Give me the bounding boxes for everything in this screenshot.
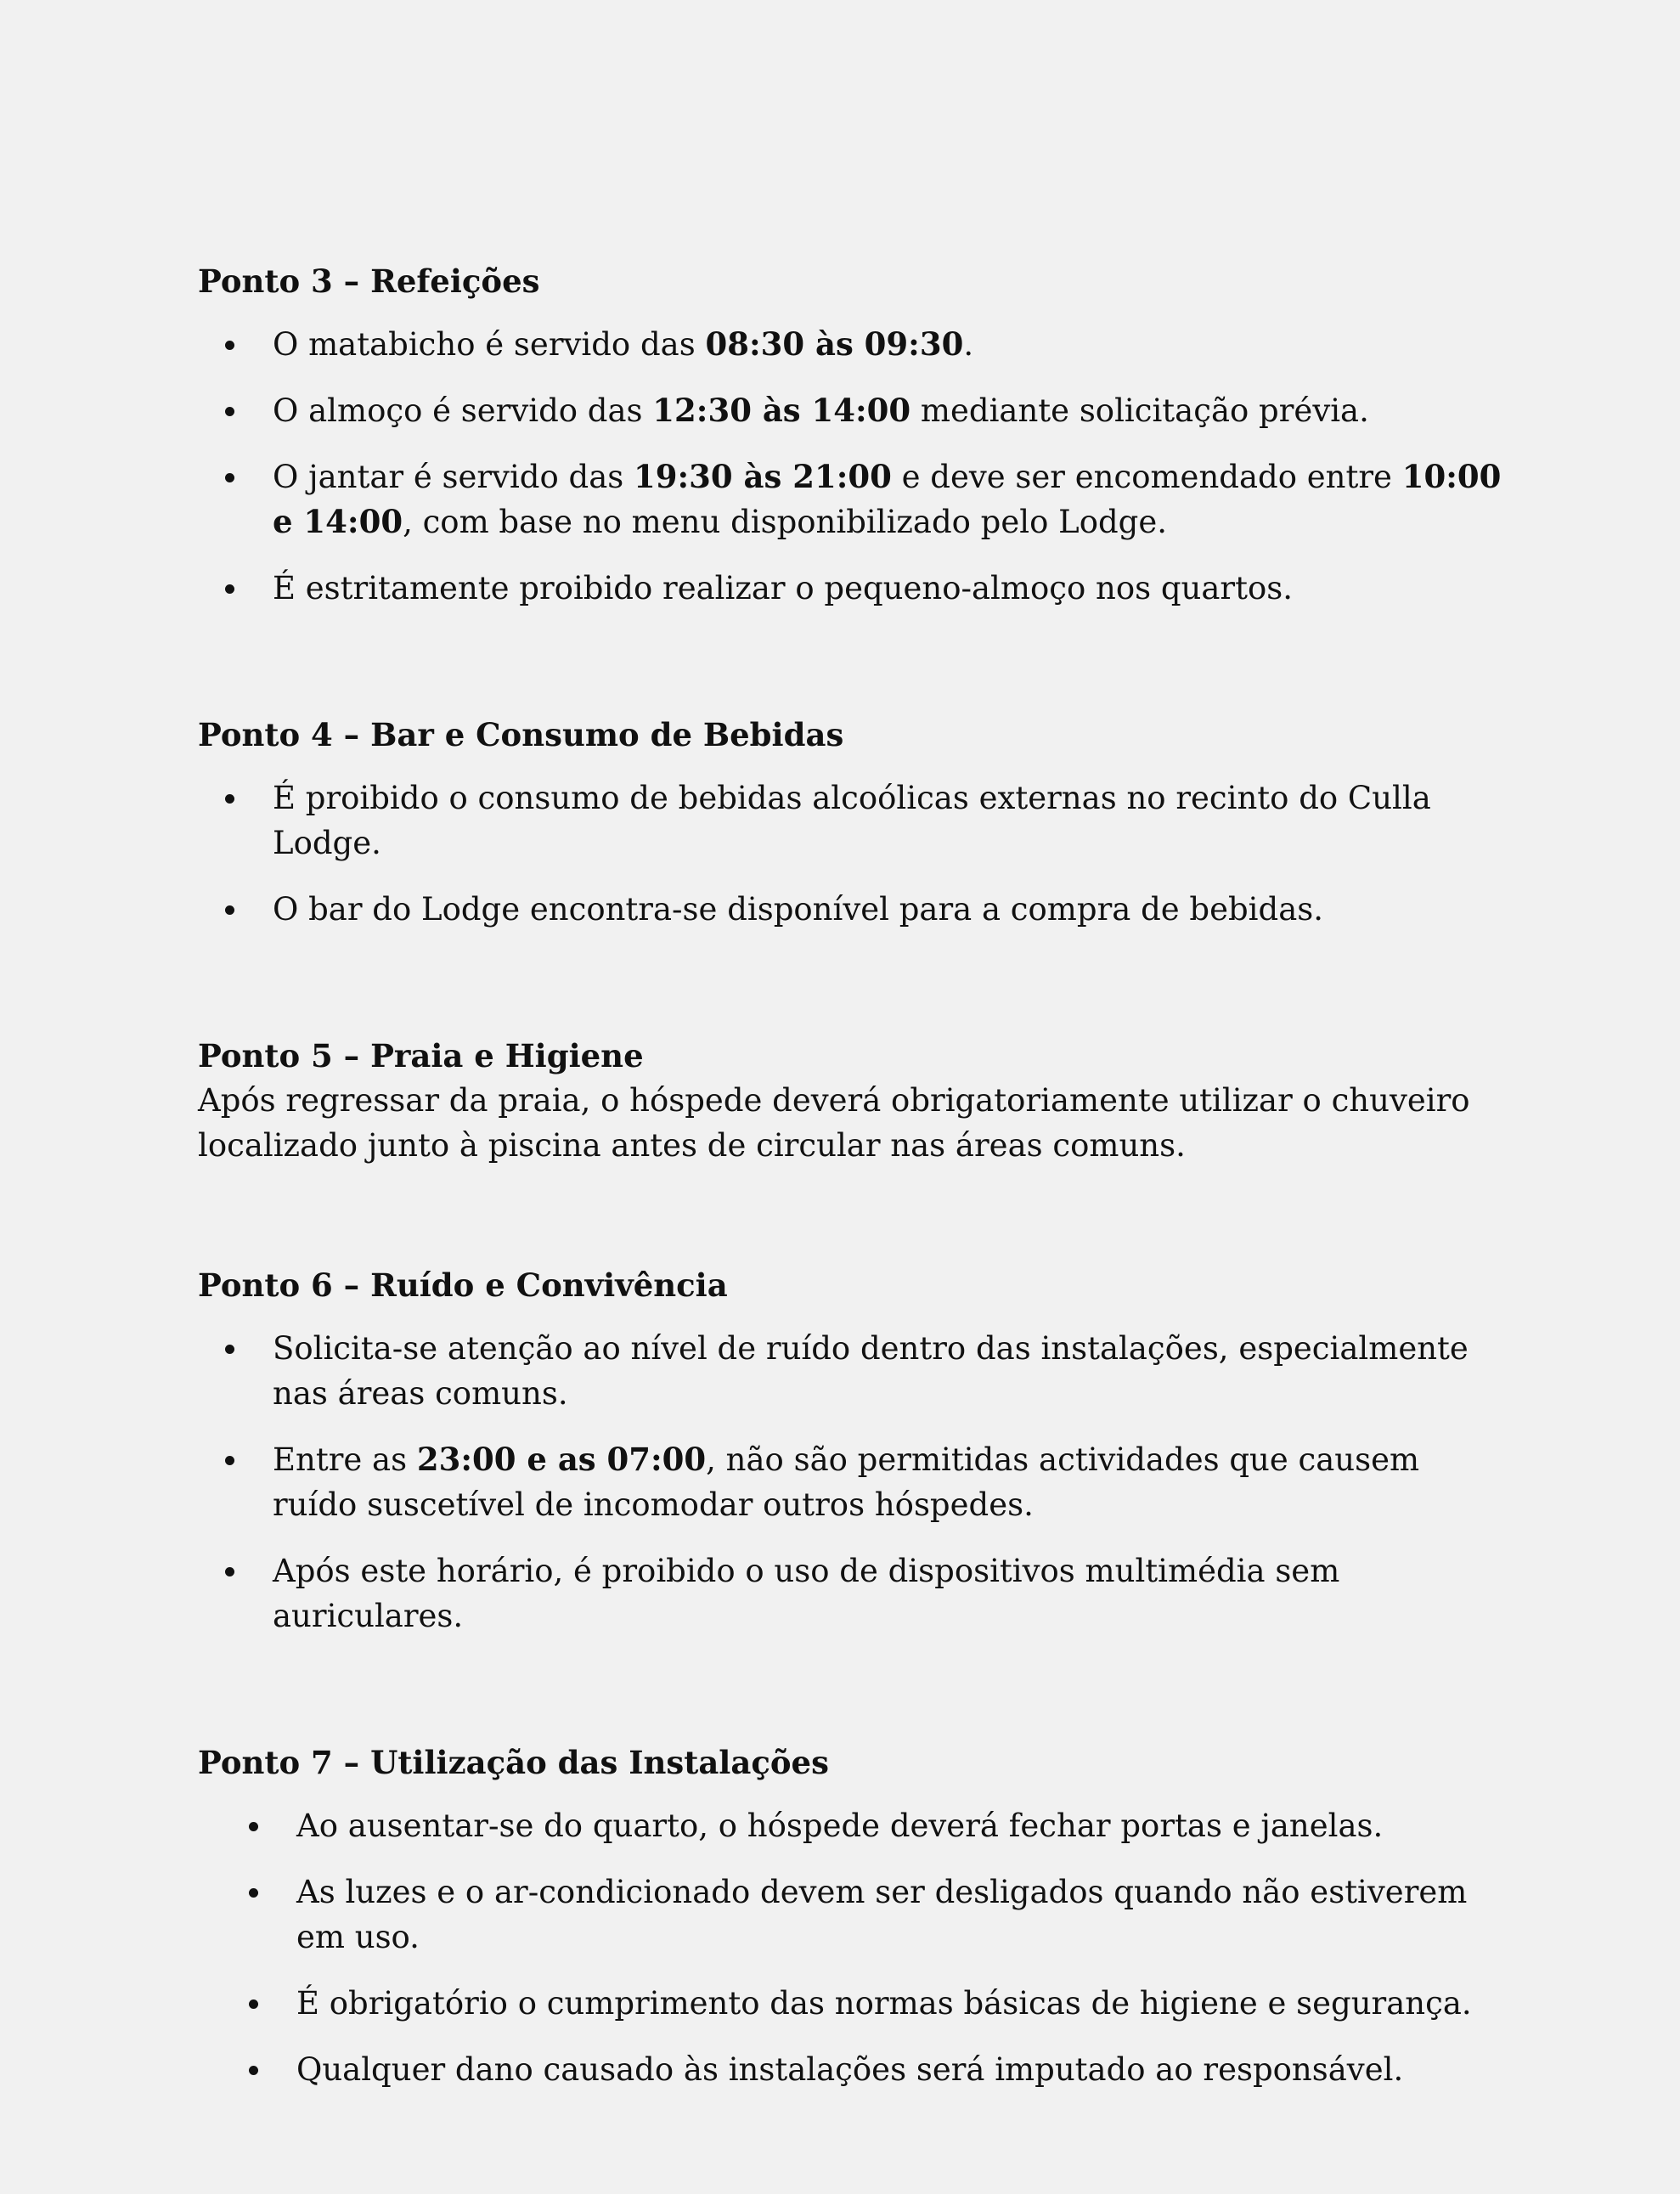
bullet-icon: [249, 1822, 258, 1831]
bullet-list: [198, 776, 1506, 932]
section-refeicoes: [198, 259, 1506, 611]
list-item: Qualquer dano causado às instalações será imputado ao responsável.: [198, 2047, 1506, 2092]
bullet-icon: [225, 1345, 234, 1354]
list-item: É estritamente proibido realizar o pequeno-almoço nos quartos.: [198, 566, 1506, 611]
list-item: É obrigatório o cumprimento das normas básicas de higiene e segurança.: [198, 1981, 1506, 2026]
list-item: Ao ausentar-se do quarto, o hóspede deverá fechar portas e janelas.: [198, 1803, 1506, 1848]
list-item: Após este horário, é proibido o uso de dispositivos multimédia sem auriculares.: [198, 1548, 1506, 1638]
bullet-icon: [249, 1999, 258, 2009]
bullet-icon: [225, 1567, 234, 1576]
bullet-icon: [225, 341, 234, 350]
list-item: O jantar é servido das 19:30 às 21:00 e deve ser encomendado entre 10:00 e 14:00, com base no menu disponibilizado pelo Lodge.: [198, 454, 1506, 544]
list-item: É proibido o consumo de bebidas alcoólicas externas no recinto do Culla Lodge.: [198, 776, 1506, 866]
list-item: As luzes e o ar-condicionado devem ser desligados quando não estiverem em uso.: [198, 1870, 1506, 1960]
bullet-icon: [225, 473, 234, 482]
section-praia-higiene: [198, 1034, 1506, 1168]
bullet-icon: [225, 584, 234, 594]
bullet-list: [198, 322, 1506, 611]
section-heading: Ponto 4 – Bar e Consumo de Bebidas: [198, 716, 844, 753]
document-page: [198, 259, 1506, 2194]
bullet-icon: [249, 1888, 258, 1898]
bullet-icon: [225, 1456, 234, 1465]
section-heading: Ponto 5 – Praia e Higiene: [198, 1037, 644, 1074]
bullet-icon: [225, 794, 234, 804]
section-heading: Ponto 7 – Utilização das Instalações: [198, 1744, 829, 1781]
section-utilizacao-instalacoes: [198, 1740, 1506, 2092]
list-item: Entre as 23:00 e as 07:00, não são permitidas actividades que causem ruído suscetível de incomodar outros hóspedes.: [198, 1437, 1506, 1527]
bullet-icon: [225, 407, 234, 416]
list-item: Solicita-se atenção ao nível de ruído dentro das instalações, especialmente nas áreas comuns.: [198, 1326, 1506, 1416]
bullet-icon: [225, 905, 234, 915]
list-item: O almoço é servido das 12:30 às 14:00 mediante solicitação prévia.: [198, 388, 1506, 433]
section-bar-bebidas: [198, 713, 1506, 932]
section-heading: Ponto 6 – Ruído e Convivência: [198, 1266, 728, 1304]
bullet-list: [198, 1326, 1506, 1638]
section-ruido-convivencia: [198, 1263, 1506, 1638]
section-paragraph: Após regressar da praia, o hóspede deverá obrigatoriamente utilizar o chuveiro localizado junto à piscina antes de circular nas áreas comuns.: [198, 1082, 1470, 1164]
bullet-icon: [249, 2066, 258, 2075]
list-item: O matabicho é servido das 08:30 às 09:30.: [198, 322, 1506, 367]
bullet-list: [198, 1803, 1506, 2092]
list-item: O bar do Lodge encontra-se disponível para a compra de bebidas.: [198, 887, 1506, 932]
section-heading: Ponto 3 – Refeições: [198, 262, 540, 300]
